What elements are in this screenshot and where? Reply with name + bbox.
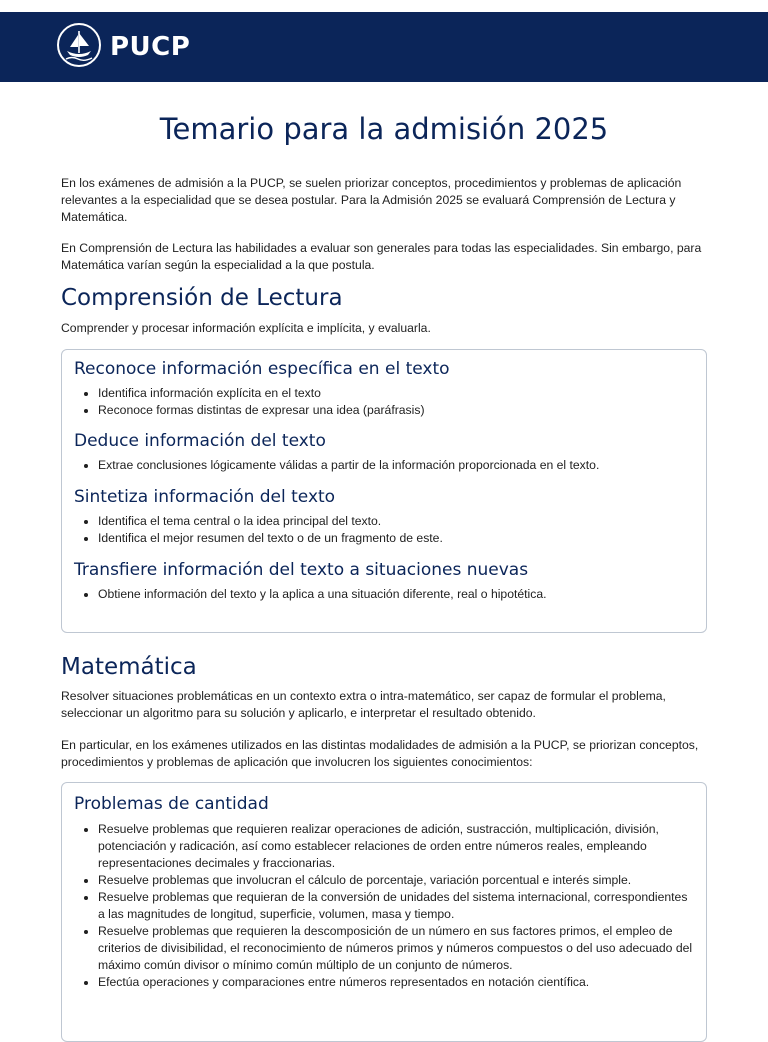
list-item: • Extrae conclusiones lógicamente válidas a partir de la información proporcionada en el texto. xyxy=(98,457,694,474)
list-item: • Resuelve problemas que involucran el cálculo de porcentaje, variación porcentual e interés simple. xyxy=(98,872,694,889)
page-title: Temario para la admisión 2025 xyxy=(159,112,609,146)
list-item: • Obtiene información del texto y la aplica a una situación diferente, real o hipotética. xyxy=(98,586,694,603)
list-item: • Identifica el mejor resumen del texto o de un fragmento de este. xyxy=(98,530,694,547)
group-list xyxy=(74,457,694,474)
list-item: • Identifica información explícita en el texto xyxy=(98,385,694,402)
list-item: • Identifica el tema central o la idea principal del texto. xyxy=(98,513,694,530)
group-list xyxy=(74,586,694,603)
lectura-card xyxy=(61,349,707,633)
list-item: • Reconoce formas distintas de expresar una idea (paráfrasis) xyxy=(98,402,694,419)
group-title: Sintetiza información del texto xyxy=(74,487,336,507)
group-list xyxy=(74,513,694,547)
matematica-paragraph-1: Resolver situaciones problemáticas en un contexto extra o intra-matemático, ser capaz de formular el problema, seleccionar un algoritmo para su solución y aplicarlo, e interpretar el resultado obtenido. xyxy=(61,689,666,720)
group-list xyxy=(74,385,694,419)
list-item: • Resuelve problemas que requieren realizar operaciones de adición, sustracción, multiplicación, división, potenciación y radicación, así como establecer relaciones de orden entre números reales, empleando representaciones decimales y fraccionarias. xyxy=(98,821,694,872)
group-title: Deduce información del texto xyxy=(74,431,326,451)
site-header xyxy=(0,12,768,82)
matematica-paragraph-2: En particular, en los exámenes utilizados en las distintas modalidades de admisión a la PUCP, se priorizan conceptos, procedimientos y problemas de aplicación que involucren los siguientes conocimientos: xyxy=(61,738,699,769)
group-title: Reconoce información específica en el texto xyxy=(74,359,450,379)
cantidad-card xyxy=(61,782,707,1042)
top-strip xyxy=(0,0,768,12)
list-item: • Resuelve problemas que requieran de la conversión de unidades del sistema internacional, correspondientes a las magnitudes de longitud, superficie, volumen, masa y tiempo. xyxy=(98,889,694,923)
section-title-matematica: Matemática xyxy=(61,654,197,680)
card-title: Problemas de cantidad xyxy=(74,794,269,814)
ship-emblem-icon xyxy=(56,22,102,73)
cantidad-list xyxy=(74,821,694,991)
list-item: • Resuelve problemas que requieren la descomposición de un número en sus factores primos, el empleo de criterios de divisibilidad, el reconocimiento de números primos y números compuestos o del uso adecuado del máximo común divisor o mínimo común múltiplo de un conjunto de números. xyxy=(98,923,694,974)
section-title-lectura: Comprensión de Lectura xyxy=(61,285,343,311)
pucp-logo[interactable] xyxy=(56,22,190,73)
list-item: • Efectúa operaciones y comparaciones entre números representados en notación científica. xyxy=(98,974,694,991)
lectura-subtitle: Comprender y procesar información explícita e implícita, y evaluarla. xyxy=(61,321,431,335)
logo-text: PUCP xyxy=(110,32,191,62)
intro-paragraph-1: En los exámenes de admisión a la PUCP, se suelen priorizar conceptos, procedimientos y problemas de aplicación relevantes a la especialidad que se desea postular. Para la Admisión 2025 se evaluará Comprensión de Lectura y Matemática. xyxy=(61,176,682,224)
group-title: Transfiere información del texto a situaciones nuevas xyxy=(74,560,529,580)
intro-paragraph-2: En Comprensión de Lectura las habilidades a evaluar son generales para todas las especialidades. Sin embargo, para Matemática varían según la especialidad a la que postula. xyxy=(61,241,702,272)
